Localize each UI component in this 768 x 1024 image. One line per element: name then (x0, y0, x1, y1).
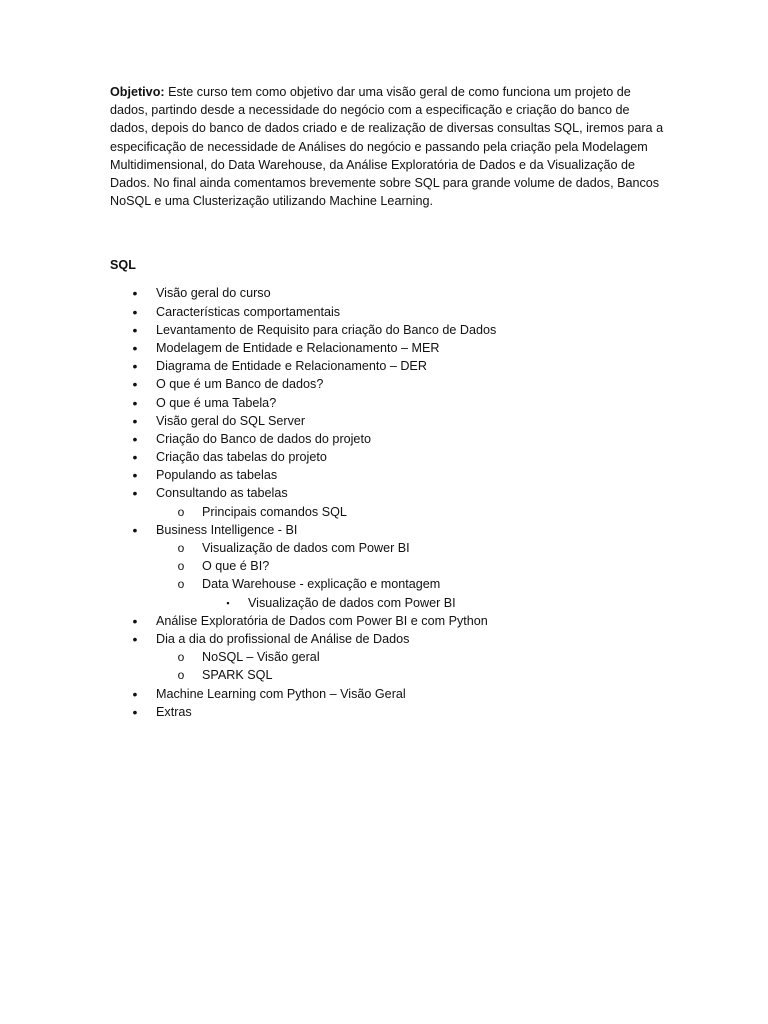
outline-item-text: Extras (156, 704, 192, 719)
outline-item (110, 648, 670, 666)
section-title: SQL (110, 258, 136, 273)
bullet-marker-level-2: o (177, 559, 185, 574)
bullet-marker-level-1: • (132, 449, 138, 466)
outline-item-text: NoSQL – Visão geral (202, 650, 320, 665)
bullet-marker-level-2: o (177, 504, 185, 519)
outline-item (110, 375, 670, 393)
bullet-marker-level-1: • (132, 321, 138, 338)
outline-item-text: Levantamento de Requisito para criação do Banco de Dados (156, 322, 497, 337)
document-page (110, 83, 670, 721)
bullet-marker-level-1: • (132, 467, 138, 484)
objective-label: Objetivo: (110, 85, 165, 99)
outline-item-text: Visualização de dados com Power BI (248, 595, 456, 610)
outline-item (110, 557, 670, 575)
outline-item (110, 412, 670, 430)
outline-item-text: Principais comandos SQL (202, 504, 347, 519)
bullet-marker-level-1: • (132, 485, 138, 502)
outline-item-text: Dia a dia do profissional de Análise de Dados (156, 631, 410, 646)
bullet-marker-level-1: • (132, 285, 138, 302)
outline-item-text: Populando as tabelas (156, 468, 278, 483)
outline-item-text: O que é BI? (202, 559, 270, 574)
outline-item (110, 594, 670, 612)
bullet-marker-level-3: ▪ (226, 597, 230, 608)
outline-item-text: Consultando as tabelas (156, 486, 288, 501)
bullet-marker-level-1: • (132, 430, 138, 447)
course-outline-list (110, 284, 670, 721)
outline-item-text: Machine Learning com Python – Visão Geral (156, 686, 406, 701)
outline-item (110, 394, 670, 412)
bullet-marker-level-2: o (177, 650, 185, 665)
bullet-marker-level-1: • (132, 685, 138, 702)
bullet-marker-level-1: • (132, 412, 138, 429)
bullet-marker-level-1: • (132, 303, 138, 320)
outline-item (110, 612, 670, 630)
outline-item-text: Visão geral do SQL Server (156, 413, 306, 428)
outline-item-text: SPARK SQL (202, 668, 273, 683)
outline-item-text: Visualização de dados com Power BI (202, 541, 410, 556)
bullet-marker-level-1: • (132, 358, 138, 375)
bullet-marker-level-1: • (132, 630, 138, 647)
outline-item (110, 703, 670, 721)
outline-item (110, 575, 670, 593)
outline-item (110, 448, 670, 466)
outline-item (110, 321, 670, 339)
outline-item-text: Análise Exploratória de Dados com Power BI e com Python (156, 613, 488, 628)
outline-item (110, 685, 670, 703)
bullet-marker-level-1: • (132, 376, 138, 393)
objective-paragraph (110, 83, 670, 210)
outline-item (110, 484, 670, 502)
outline-item-text: Visão geral do curso (156, 286, 271, 301)
outline-item (110, 666, 670, 684)
outline-item (110, 503, 670, 521)
outline-item-text: Características comportamentais (156, 304, 341, 319)
bullet-marker-level-1: • (132, 612, 138, 629)
outline-item-text: Diagrama de Entidade e Relacionamento – DER (156, 359, 427, 374)
outline-item (110, 630, 670, 648)
bullet-marker-level-1: • (132, 339, 138, 356)
outline-item (110, 539, 670, 557)
outline-item (110, 466, 670, 484)
outline-item (110, 303, 670, 321)
objective-text: Este curso tem como objetivo dar uma visão geral de como funciona um projeto de dados, partindo desde a necessidade do negócio com a especificação e criação do banco de dados, depois do banco de dados criado e de realização de diversas consultas SQL, iremos para a especificação de necessidade de Análises do negócio e passando pela criação pela Modelagem Multidimensional, do Data Warehouse, da Análise Exploratória de Dados e da Visualização de Dados. No final ainda comentamos brevemente sobre SQL para grande volume de dados, Bancos NoSQL e uma Clusterização utilizando Machine Learning. (110, 85, 664, 209)
bullet-marker-level-1: • (132, 703, 138, 720)
bullet-marker-level-2: o (177, 541, 185, 556)
outline-item-text: Criação do Banco de dados do projeto (156, 431, 371, 446)
outline-item-text: Modelagem de Entidade e Relacionamento – MER (156, 340, 440, 355)
bullet-marker-level-1: • (132, 394, 138, 411)
outline-item (110, 521, 670, 539)
outline-item-text: Data Warehouse - explicação e montagem (202, 577, 441, 592)
bullet-marker-level-2: o (177, 577, 185, 592)
outline-item (110, 357, 670, 375)
outline-item-text: Business Intelligence - BI (156, 522, 298, 537)
outline-item-text: O que é um Banco de dados? (156, 377, 324, 392)
outline-item (110, 284, 670, 302)
outline-item (110, 430, 670, 448)
outline-item-text: O que é uma Tabela? (156, 395, 277, 410)
outline-item-text: Criação das tabelas do projeto (156, 450, 327, 465)
bullet-marker-level-1: • (132, 521, 138, 538)
bullet-marker-level-2: o (177, 668, 185, 683)
outline-item (110, 339, 670, 357)
